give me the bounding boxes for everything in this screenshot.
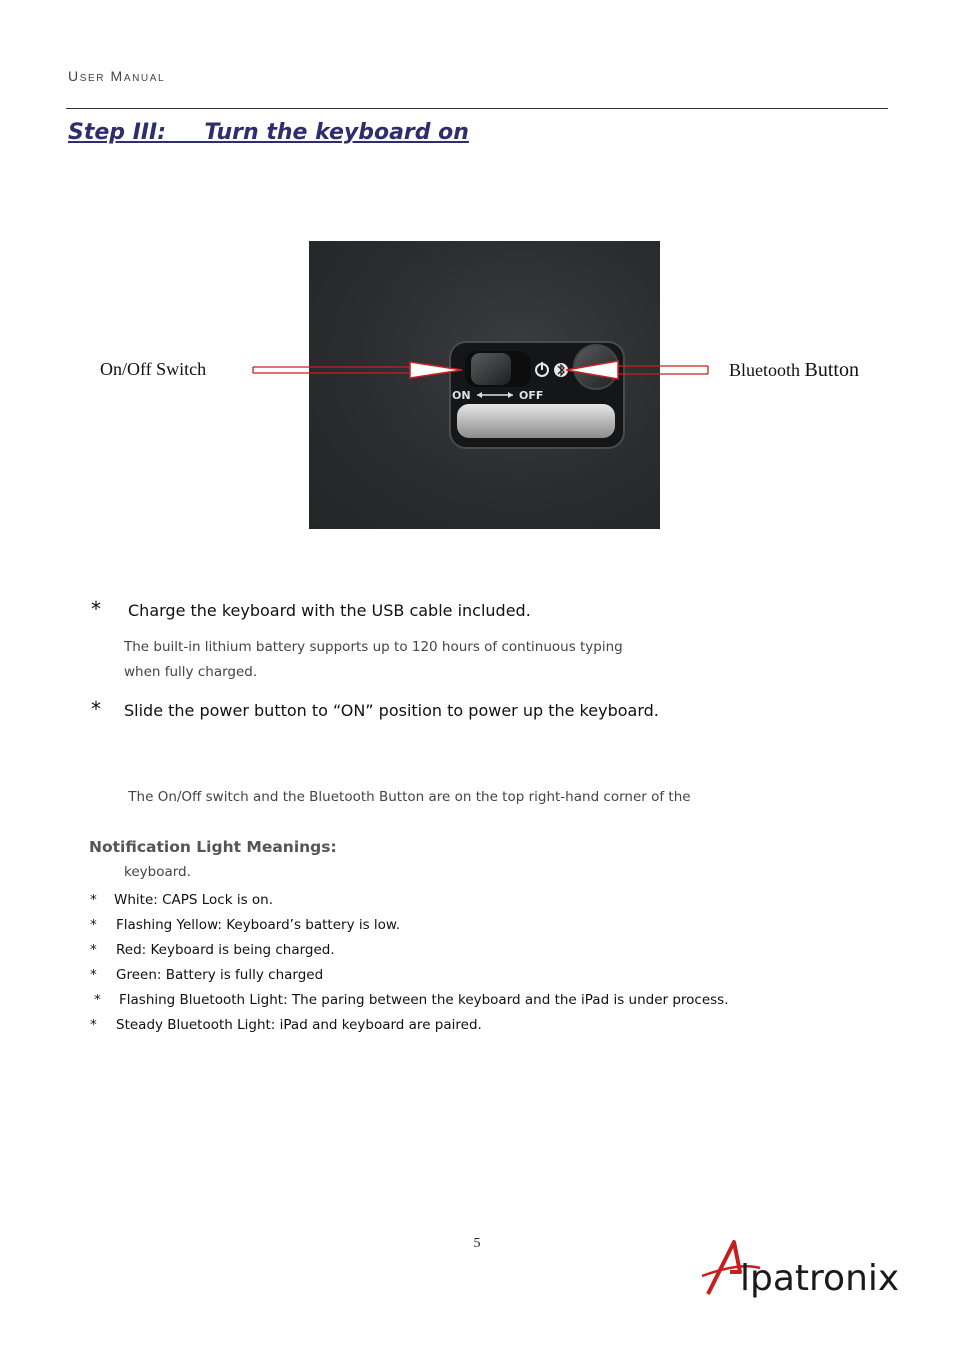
notification-text: Flashing Yellow: Keyboard’s battery is low. [116, 916, 401, 933]
notification-text: Red: Keyboard is being charged. [116, 941, 335, 958]
list-item [90, 1012, 729, 1037]
bullet-star-icon: * [90, 891, 97, 908]
list-item [90, 987, 729, 1012]
bullet-star-icon: * [94, 991, 101, 1008]
logo-mark-icon [700, 1232, 920, 1302]
bullet-2-line-1: The On/Off switch and the Bluetooth Button are on the top right-hand corner of the [124, 789, 691, 805]
switch-off-label: OFF [519, 389, 544, 402]
bullet-2-body [124, 735, 691, 910]
bullet-2-line-2: keyboard. [124, 864, 191, 880]
list-item [90, 962, 729, 987]
list-item [90, 937, 729, 962]
bullet-star-icon: * [91, 597, 101, 621]
notification-text: Flashing Bluetooth Light: The paring between the keyboard and the iPad is under process. [119, 991, 729, 1008]
step-title: Step III: Turn the keyboard on [68, 120, 469, 145]
bullet-1-line-1: The built-in lithium battery supports up to 120 hours of continuous typing [124, 639, 623, 655]
notification-text: White: CAPS Lock is on. [114, 891, 274, 908]
list-item [90, 912, 729, 937]
bullet-star-icon: * [90, 916, 97, 933]
bullet-1-body [124, 635, 623, 685]
notification-text: Steady Bluetooth Light: iPad and keyboard are paired. [116, 1016, 482, 1033]
bullet-2-title: Slide the power button to “ON” position to power up the keyboard. [124, 701, 659, 720]
svg-text:lpatronix: lpatronix [740, 1258, 900, 1299]
switch-on-label: ON [452, 389, 471, 402]
page-number: 5 [473, 1236, 481, 1251]
apatronix-logo [700, 1232, 920, 1302]
bullet-star-icon: * [90, 941, 97, 958]
bullet-star-icon: * [90, 966, 97, 983]
callout-arrows [0, 0, 954, 600]
notification-heading: Notification Light Meanings: [89, 838, 337, 856]
bluetooth-callout-word: Bluetooth [729, 360, 800, 380]
running-header: User Manual [68, 68, 166, 84]
bullet-star-icon: * [91, 697, 101, 721]
right-arrow-icon [566, 361, 708, 379]
on-off-switch-callout: On/Off Switch [100, 359, 207, 379]
notification-text: Green: Battery is fully charged [116, 966, 324, 983]
notification-list [90, 887, 729, 1037]
button-callout-word: Button [804, 359, 859, 381]
left-arrow-icon [253, 362, 462, 378]
list-item [90, 887, 729, 912]
bullet-1-line-2: when fully charged. [124, 664, 258, 680]
bullet-star-icon: * [90, 1016, 97, 1033]
bullet-1-title: Charge the keyboard with the USB cable included. [128, 601, 531, 620]
